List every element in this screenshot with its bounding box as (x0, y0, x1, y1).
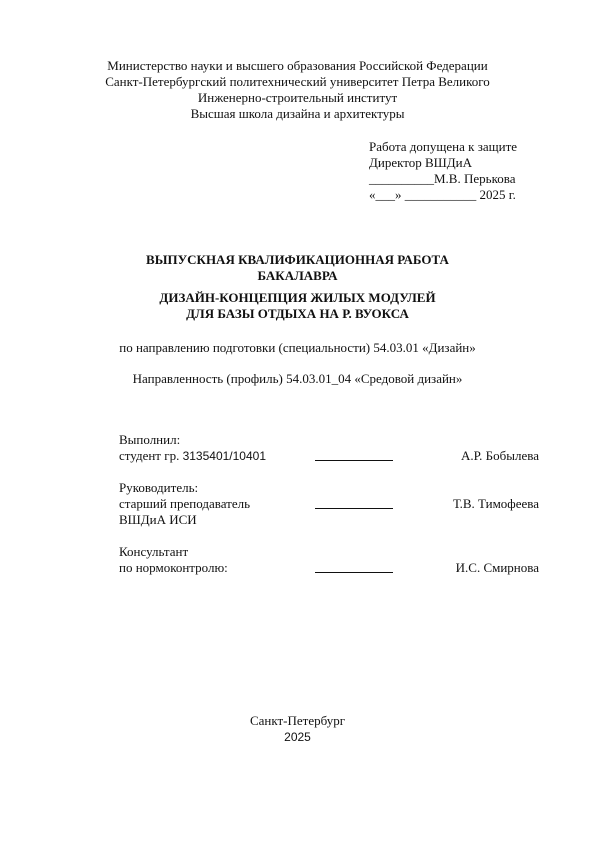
approval-line-4: «___» ___________ 2025 г. (369, 187, 516, 202)
work-type-line-1: ВЫПУСКНАЯ КВАЛИФИКАЦИОННАЯ РАБОТА (146, 252, 449, 267)
footer-year: 2025 (284, 730, 311, 744)
approval-line-2: Директор ВШДиА (369, 155, 472, 170)
performer-label: Выполнил: (119, 432, 181, 447)
supervisor-label: Руководитель: (119, 480, 199, 495)
performer-role-text: студент гр. (119, 448, 183, 463)
approval-line-1: Работа допущена к защите (369, 139, 518, 154)
supervisor-role: старший преподаватель (119, 496, 251, 511)
supervisor-name: Т.В. Тимофеева (452, 496, 539, 511)
direction-line: по направлению подготовки (специальности) 54.03.01 «Дизайн» (119, 340, 476, 355)
topic-line-1: ДИЗАЙН-КОНЦЕПЦИЯ ЖИЛЫХ МОДУЛЕЙ (159, 290, 436, 305)
ministry-line: Министерство науки и высшего образования Российской Федерации (107, 58, 488, 73)
performer-group: 3135401/10401 (182, 449, 266, 463)
performer-name: А.Р. Бобылева (460, 448, 539, 463)
consultant-label: Консультант (119, 544, 189, 559)
footer-city: Санкт-Петербург (249, 713, 346, 728)
profile-line: Направленность (профиль) 54.03.01_04 «Средовой дизайн» (132, 371, 463, 386)
school-line: Высшая школа дизайна и архитектуры (190, 106, 405, 121)
approval-line-3: __________М.В. Перькова (369, 171, 516, 186)
supervisor-dept: ВШДиА ИСИ (119, 512, 197, 527)
university-line: Санкт-Петербургский политехнический университет Петра Великого (105, 74, 490, 89)
consultant-role: по нормоконтролю: (119, 560, 228, 575)
institute-line: Инженерно-строительный институт (197, 90, 398, 105)
topic-line-2: ДЛЯ БАЗЫ ОТДЫХА НА Р. ВУОКСА (186, 306, 409, 321)
performer-role (119, 448, 266, 464)
work-type-line-2: БАКАЛАВРА (257, 268, 338, 283)
consultant-name: И.С. Смирнова (455, 560, 539, 575)
